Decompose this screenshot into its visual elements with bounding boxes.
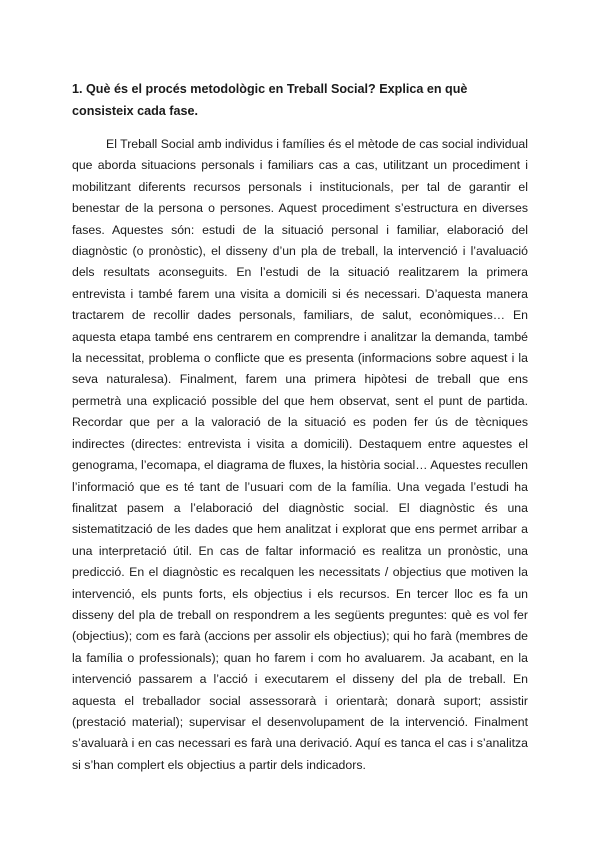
answer-paragraph: El Treball Social amb individus i famílies és el mètode de cas social individual que aborda situacions personals i familiars cas a cas, utilitzant un procediment i mobilitzant diferents recursos personals i institucionals, per tal de garantir el benestar de la persona o persones. Aquest procediment s’estructura en diverses fases. Aquestes són: estudi de la situació personal i familiar, elaboració del diagnòstic (o pronòstic), el disseny d’un pla de treball, la intervenció i l’avaluació dels resultats aconseguits. En l’estudi de la situació realitzarem la primera entrevista i també farem una visita a domicili si és necessari. D’aquesta manera tractarem de recollir dades personals, familiars, de salut, econòmiques… En aquesta etapa també ens centrarem en comprendre i analitzar la demanda, també la necessitat, problema o conflicte que es presenta (informacions sobre aquest i la seva naturalesa). Finalment, farem una primera hipòtesi de treball que ens permetrà una explicació possible del que hem observat, sent el punt de partida. Recordar que per a la valoració de la situació es poden fer ús de tècniques indirectes (directes: entrevista i visita a domicili). Destaquem entre aquestes el genograma, l’ecomapa, el diagrama de fluxes, la història social… Aquestes recullen l’informació que es té tant de l’usuari com de la família. Una vegada l’estudi ha finalitzat pasem a l’elaboració del diagnòstic social. El diagnòstic és una sistematització de les dades que hem analitzat i explorat que ens permet arribar a una interpretació útil. En cas de faltar informació es realitza un pronòstic, una predicció. En el diagnòstic es recalquen les necessitats / objectius que motiven la intervenció, els punts forts, els objectius i els recursos. En tercer lloc es fa un disseny del pla de treball on respondrem a les següents preguntes: què es vol fer (objectius); com es farà (accions per assolir els objectius); qui ho farà (membres de la família o professionals); quan ho farem i com ho avaluarem. Ja acabant, en la intervenció passarem a l’acció i executarem el disseny del pla de treball. En aquesta el treballador social assessorarà i orientarà; donarà suport; assistir (prestació material); supervisar el desenvolupament de la intervenció. Finalment s’avaluarà i en cas necessari es farà una derivació. Aquí es tanca el cas i s’analitza si s’han complert els objectius a partir dels indicadors. bbox=[72, 137, 528, 772]
document-page bbox=[72, 79, 528, 776]
question-heading: 1. Què és el procés metodològic en Treball Social? Explica en què consisteix cada fase. bbox=[72, 82, 468, 118]
